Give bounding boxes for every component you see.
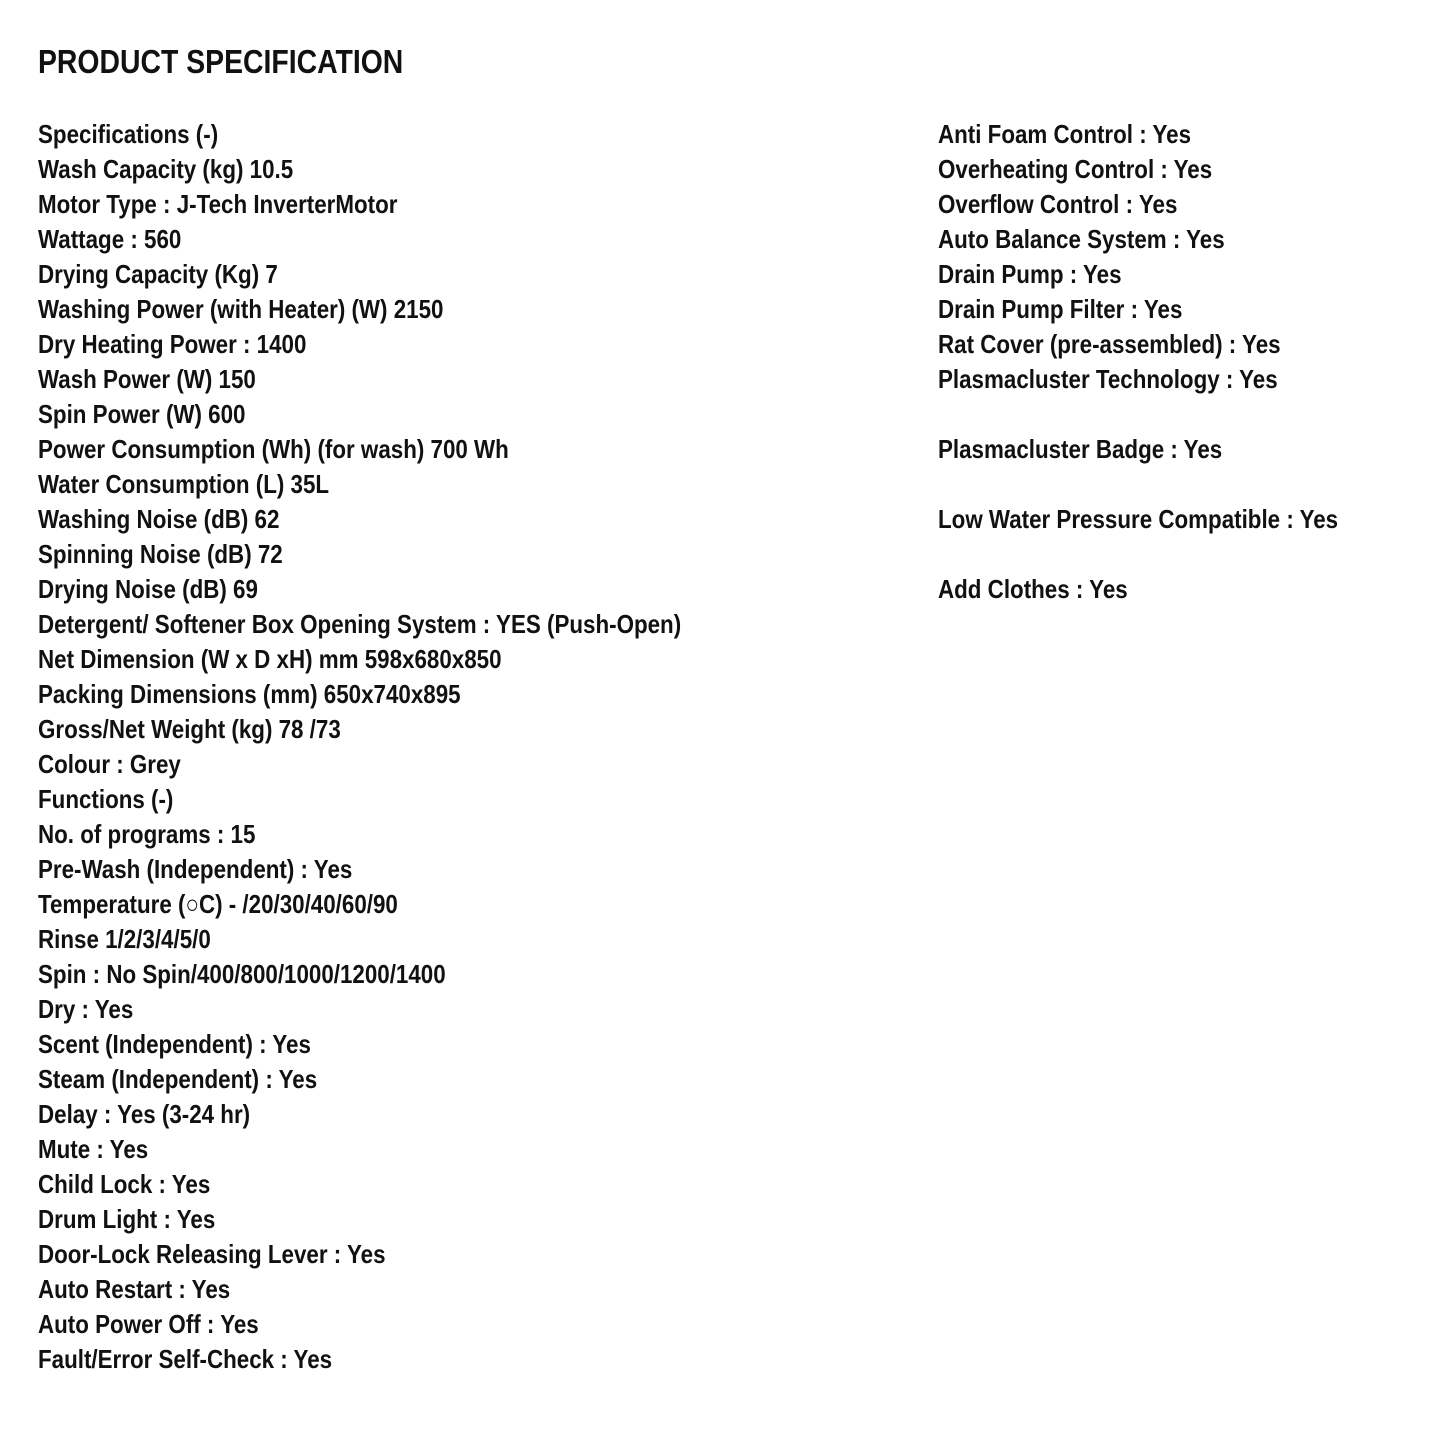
spec-line: Drain Pump Filter : Yes xyxy=(938,294,1183,324)
spec-line: Net Dimension (W x D xH) mm 598x680x850 xyxy=(38,644,502,674)
spec-line: Washing Power (with Heater) (W) 2150 xyxy=(38,294,444,324)
spec-line: Child Lock : Yes xyxy=(38,1169,211,1199)
spec-line: Wattage : 560 xyxy=(38,224,182,254)
spec-line: Auto Balance System : Yes xyxy=(938,224,1225,254)
spec-line: Auto Power Off : Yes xyxy=(38,1309,259,1339)
spec-list-right xyxy=(938,117,1403,607)
spec-line: Drying Capacity (Kg) 7 xyxy=(38,259,278,289)
spec-line: Spin : No Spin/400/800/1000/1200/1400 xyxy=(38,959,446,989)
spec-line: Drying Noise (dB) 69 xyxy=(38,574,258,604)
spec-list-left xyxy=(38,117,786,1377)
spec-line: Low Water Pressure Compatible : Yes xyxy=(938,504,1339,534)
spec-line: Overflow Control : Yes xyxy=(938,189,1178,219)
spec-line: Specifications (-) xyxy=(38,119,219,149)
page-title: PRODUCT SPECIFICATION xyxy=(38,43,404,80)
spec-line: Spinning Noise (dB) 72 xyxy=(38,539,283,569)
spec-line-spacer xyxy=(938,537,1338,572)
spec-line: Gross/Net Weight (kg) 78 /73 xyxy=(38,714,341,744)
spec-line: Functions (-) xyxy=(38,784,174,814)
spec-line: Fault/Error Self-Check : Yes xyxy=(38,1344,333,1374)
spec-line: Colour : Grey xyxy=(38,749,181,779)
spec-line: Water Consumption (L) 35L xyxy=(38,469,330,499)
spec-line: Plasmacluster Technology : Yes xyxy=(938,364,1278,394)
spec-line-spacer xyxy=(938,397,1338,432)
spec-line: Add Clothes : Yes xyxy=(938,574,1128,604)
spec-line: Plasmacluster Badge : Yes xyxy=(938,434,1223,464)
spec-line: No. of programs : 15 xyxy=(38,819,256,849)
spec-line: Rat Cover (pre-assembled) : Yes xyxy=(938,329,1281,359)
spec-line: Spin Power (W) 600 xyxy=(38,399,246,429)
spec-line: Overheating Control : Yes xyxy=(938,154,1213,184)
spec-line: Motor Type : J-Tech InverterMotor xyxy=(38,189,398,219)
spec-line: Power Consumption (Wh) (for wash) 700 Wh xyxy=(38,434,509,464)
spec-line: Wash Power (W) 150 xyxy=(38,364,256,394)
spec-line: Packing Dimensions (mm) 650x740x895 xyxy=(38,679,461,709)
spec-line: Temperature (○C) - /20/30/40/60/90 xyxy=(38,889,398,919)
spec-line: Washing Noise (dB) 62 xyxy=(38,504,280,534)
spec-line: Auto Restart : Yes xyxy=(38,1274,231,1304)
spec-line: Wash Capacity (kg) 10.5 xyxy=(38,154,294,184)
spec-line: Anti Foam Control : Yes xyxy=(938,119,1192,149)
spec-line: Steam (Independent) : Yes xyxy=(38,1064,318,1094)
spec-line: Drain Pump : Yes xyxy=(938,259,1122,289)
spec-line: Dry Heating Power : 1400 xyxy=(38,329,307,359)
spec-line-spacer xyxy=(938,467,1338,502)
spec-line: Dry : Yes xyxy=(38,994,134,1024)
spec-line: Rinse 1/2/3/4/5/0 xyxy=(38,924,211,954)
spec-line: Detergent/ Softener Box Opening System : YES (Push-Open) xyxy=(38,609,682,639)
spec-line: Mute : Yes xyxy=(38,1134,149,1164)
spec-line: Drum Light : Yes xyxy=(38,1204,216,1234)
spec-line: Scent (Independent) : Yes xyxy=(38,1029,311,1059)
spec-line: Delay : Yes (3-24 hr) xyxy=(38,1099,251,1129)
spec-line: Pre-Wash (Independent) : Yes xyxy=(38,854,353,884)
spec-line: Door-Lock Releasing Lever : Yes xyxy=(38,1239,386,1269)
